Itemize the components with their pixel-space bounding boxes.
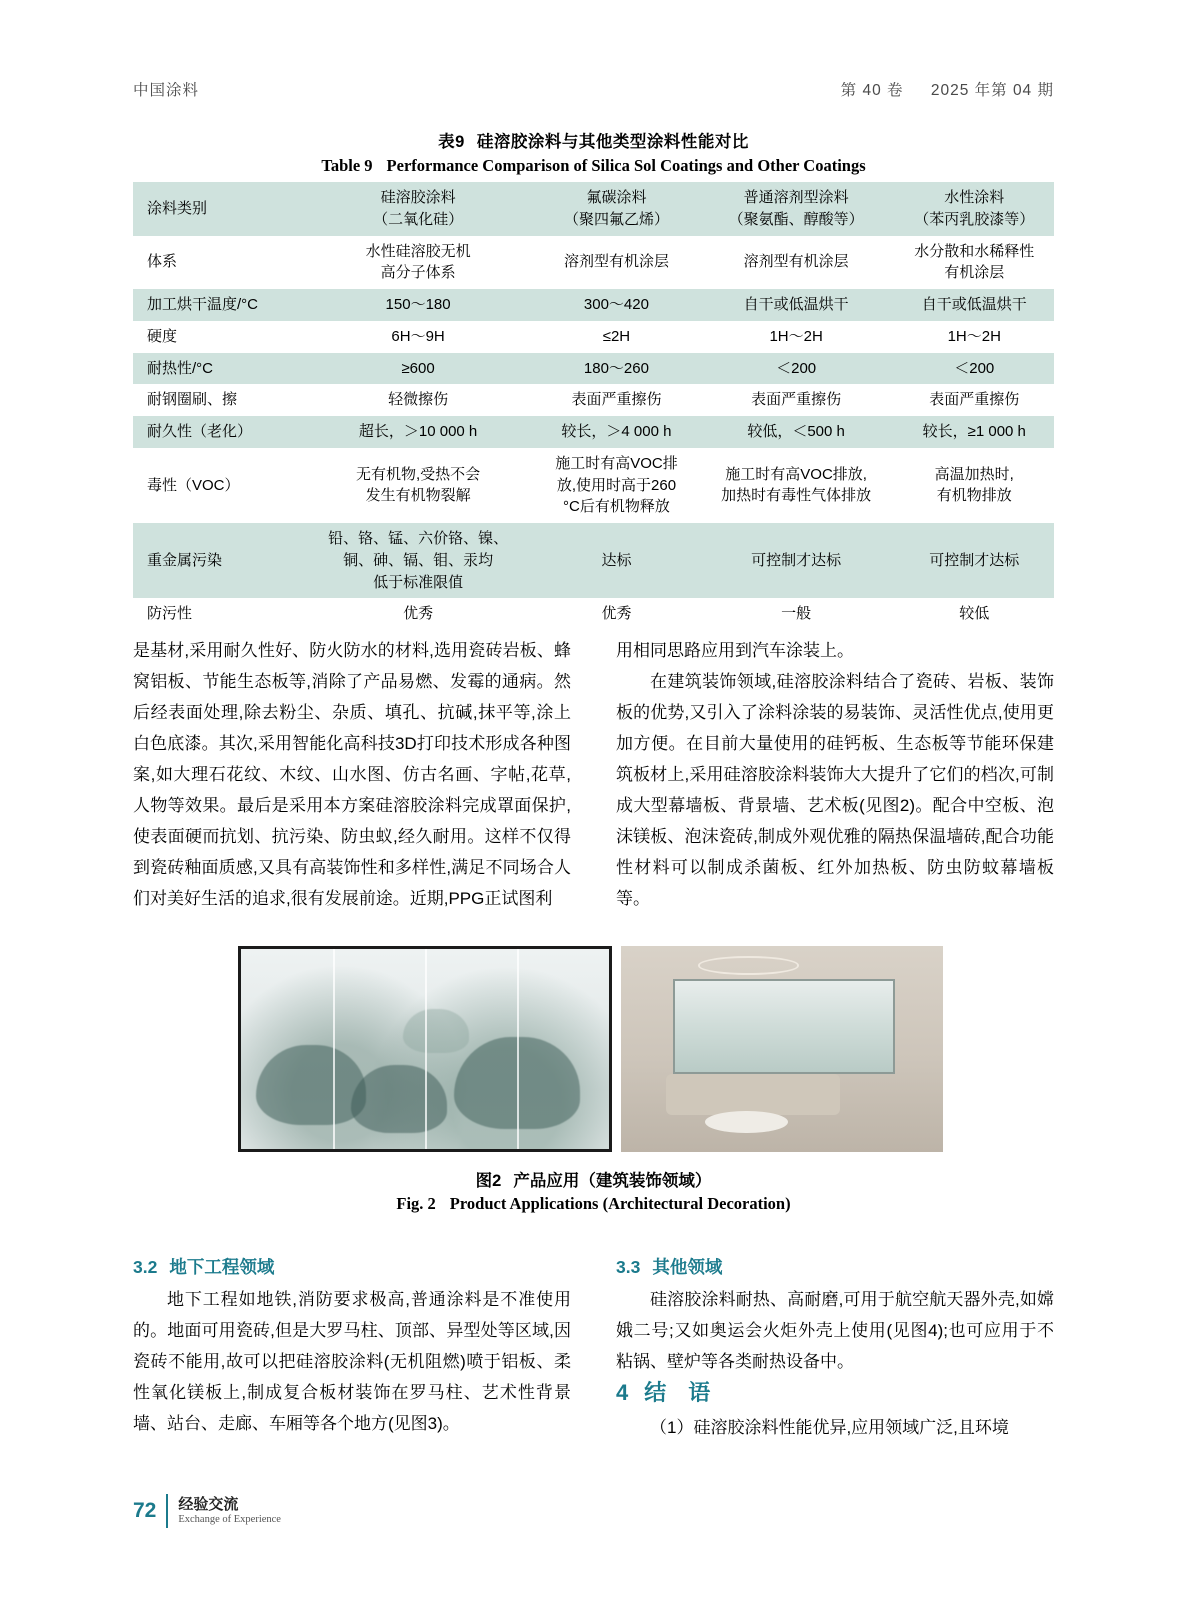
section-title-3-2: 地下工程领域 [169,1257,275,1277]
table-cell: 较长，＞4 000 h [535,416,698,448]
table-header-row [133,182,1054,236]
table-cell: 自干或低温烘干 [895,289,1054,321]
table-row-label: 耐热性/°C [133,353,301,385]
paragraph-right-2: 在建筑装饰领域,硅溶胶涂料结合了瓷砖、岩板、装饰板的优势,又引入了涂料涂装的易装饰、灵活性优点,使用更加方便。在目前大量使用的硅钙板、生态板等节能环保建筑板材上,采用硅溶胶涂料装饰大大提升了它们的档次,可制成大型幕墙板、背景墙、艺术板(见图2)。配合中空板、泡沫镁板、泡沫瓷砖,制成外观优雅的隔热保温墙砖,配合功能性材料可以制成杀菌板、红外加热板、防虫防蚊幕墙板等。 [616,671,1054,908]
table-title-cn: 硅溶胶涂料与其他类型涂料性能对比 [476,133,749,151]
table-row [133,289,1054,321]
table-cell: 水分散和水稀释性 有机涂层 [895,236,1054,290]
table-cell: 溶剂型有机涂层 [535,236,698,290]
table-row [133,384,1054,416]
table-number-en: Table 9 [321,156,373,175]
table-row-label: 毒性（VOC） [133,448,301,523]
table-cell: 高温加热时, 有机物排放 [895,448,1054,523]
table-cell: 150～180 [301,289,535,321]
table-row [133,448,1054,523]
table-cell: 较低 [895,598,1054,630]
figure-2-images [238,946,943,1152]
table-cell: 优秀 [535,598,698,630]
figure-2a-landscape-panel [238,946,612,1152]
table-cell: 180～260 [535,353,698,385]
table-cell: 铅、铬、锰、六价铬、镍、 铜、砷、镉、钼、汞均 低于标准限值 [301,523,535,598]
table-number-cn: 表9 [438,133,465,151]
table-caption-en [133,156,1054,176]
table-cell: 6H～9H [301,321,535,353]
table-cell: 表面严重擦伤 [698,384,895,416]
paragraph-left-1: 是基材,采用耐久性好、防火防水的材料,选用瓷砖岩板、蜂窝铝板、节能生态板等,消除了产品易燃、发霉的通病。然后经表面处理,除去粉尘、杂质、填孔、抗碱,抹平等,涂上白色底漆。其次,采用智能化高科技3D打印技术形成各种图案,如大理石花纹、木纹、山水图、仿古名画、字帖,花草,人物等效果。最后是采用本方案硅溶胶涂料完成罩面保护,使表面硬而抗划、抗污染、防虫蚁,经久耐用。这样不仅得到瓷砖釉面质感,又具有高装饰性和多样性,满足不同场合人们对美好生活的追求,很有发展前途。近期,PPG正试图利 [133,641,571,908]
running-header [133,78,1054,100]
table-row [133,353,1054,385]
section-title-4: 结 语 [644,1380,711,1405]
page-number: 72 [133,1499,157,1522]
section-heading-3-2 [133,1254,274,1279]
section-number-4: 4 [616,1380,629,1405]
figure-title-cn: 产品应用（建筑装饰领域） [513,1172,712,1190]
section-number-3-3: 3.3 [616,1257,641,1277]
body-column-left [133,636,571,914]
table-header-label: 涂料类别 [133,182,301,236]
table-cell: 表面严重擦伤 [535,384,698,416]
table-cell: 施工时有高VOC排 放,使用时高于260 °C后有机物释放 [535,448,698,523]
paragraph-3-3: 硅溶胶涂料耐热、高耐磨,可用于航空航天器外壳,如嫦娥二号;又如奥运会火炬外壳上使用(见图4);也可应用于不粘锅、壁炉等各类耐热设备中。 [616,1290,1054,1371]
table-cell: 1H～2H [895,321,1054,353]
table-cell: 水性硅溶胶无机 高分子体系 [301,236,535,290]
paragraph-4: （1）硅溶胶涂料性能优异,应用领域广泛,且环境 [650,1418,1009,1437]
table-caption-cn [133,128,1054,152]
table-row-label: 硬度 [133,321,301,353]
table-cell: ＜200 [698,353,895,385]
performance-comparison-table [133,182,1054,630]
table-cell: 可控制才达标 [895,523,1054,598]
table-header-cell: 硅溶胶涂料 （二氧化硅） [301,182,535,236]
journal-name: 中国涂料 [133,82,200,99]
figure-title-en: Product Applications (Architectural Decoration) [449,1194,791,1213]
table-row [133,236,1054,290]
table-title-en: Performance Comparison of Silica Sol Coatings and Other Coatings [386,156,866,175]
section-number-3-2: 3.2 [133,1257,158,1277]
table-cell: ＜200 [895,353,1054,385]
table-row-label: 体系 [133,236,301,290]
footer-section [178,1496,281,1525]
table-row-label: 耐钢圈刷、擦 [133,384,301,416]
table-cell: 轻微擦伤 [301,384,535,416]
body-column-right [616,636,1054,914]
table-row [133,416,1054,448]
figure-caption-en [133,1194,1054,1214]
table-cell: 1H～2H [698,321,895,353]
table-row [133,321,1054,353]
section-heading-4 [616,1376,710,1407]
issue-info [819,78,1054,100]
table-cell: 超长，＞10 000 h [301,416,535,448]
table-row-label: 加工烘干温度/°C [133,289,301,321]
table-cell: 较低，＜500 h [698,416,895,448]
table-header-cell: 水性涂料 （苯丙乳胶漆等） [895,182,1054,236]
table-cell: ≤2H [535,321,698,353]
figure-number-en: Fig. 2 [396,1194,436,1213]
footer-section-cn: 经验交流 [178,1496,239,1514]
table-row-label: 防污性 [133,598,301,630]
table-row-label: 耐久性（老化） [133,416,301,448]
table-cell: 施工时有高VOC排放, 加热时有毒性气体排放 [698,448,895,523]
table-cell: ≥600 [301,353,535,385]
figure-number-cn: 图2 [475,1172,502,1190]
table-header-cell: 氟碳涂料 （聚四氟乙烯） [535,182,698,236]
figure-caption-cn [133,1167,1054,1191]
table-header-cell: 普通溶剂型涂料 （聚氨酯、醇酸等） [698,182,895,236]
table-cell: 表面严重擦伤 [895,384,1054,416]
section-title-3-3: 其他领域 [652,1257,723,1277]
table-row [133,598,1054,630]
table-cell: 较长，≥1 000 h [895,416,1054,448]
table-cell: 自干或低温烘干 [698,289,895,321]
table-cell: 一般 [698,598,895,630]
table-cell: 无有机物,受热不会 发生有机物裂解 [301,448,535,523]
table-cell: 优秀 [301,598,535,630]
table-cell: 可控制才达标 [698,523,895,598]
table-row [133,523,1054,598]
figure-2b-interior-photo [621,946,943,1152]
footer-divider [166,1494,168,1528]
paragraph-3-2: 地下工程如地铁,消防要求极高,普通涂料是不准使用的。地面可用瓷砖,但是大罗马柱、顶部、异型处等区域,因瓷砖不能用,故可以把硅溶胶涂料(无机阻燃)喷于铝板、柔性氧化镁板上,制成复合板材装饰在罗马柱、艺术性背景墙、站台、走廊、车厢等各个地方(见图3)。 [133,1290,571,1433]
table-cell: 达标 [535,523,698,598]
table-cell: 溶剂型有机涂层 [698,236,895,290]
footer-section-en: Exchange of Experience [178,1513,281,1525]
section-heading-3-3 [616,1254,722,1279]
issue-label: 2025 年第 04 期 [930,82,1054,99]
page-footer [133,1494,281,1528]
paragraph-right-1: 用相同思路应用到汽车涂装上。 [616,641,854,660]
table-cell: 300～420 [535,289,698,321]
table-row-label: 重金属污染 [133,523,301,598]
volume-label: 第 40 卷 [840,82,904,99]
